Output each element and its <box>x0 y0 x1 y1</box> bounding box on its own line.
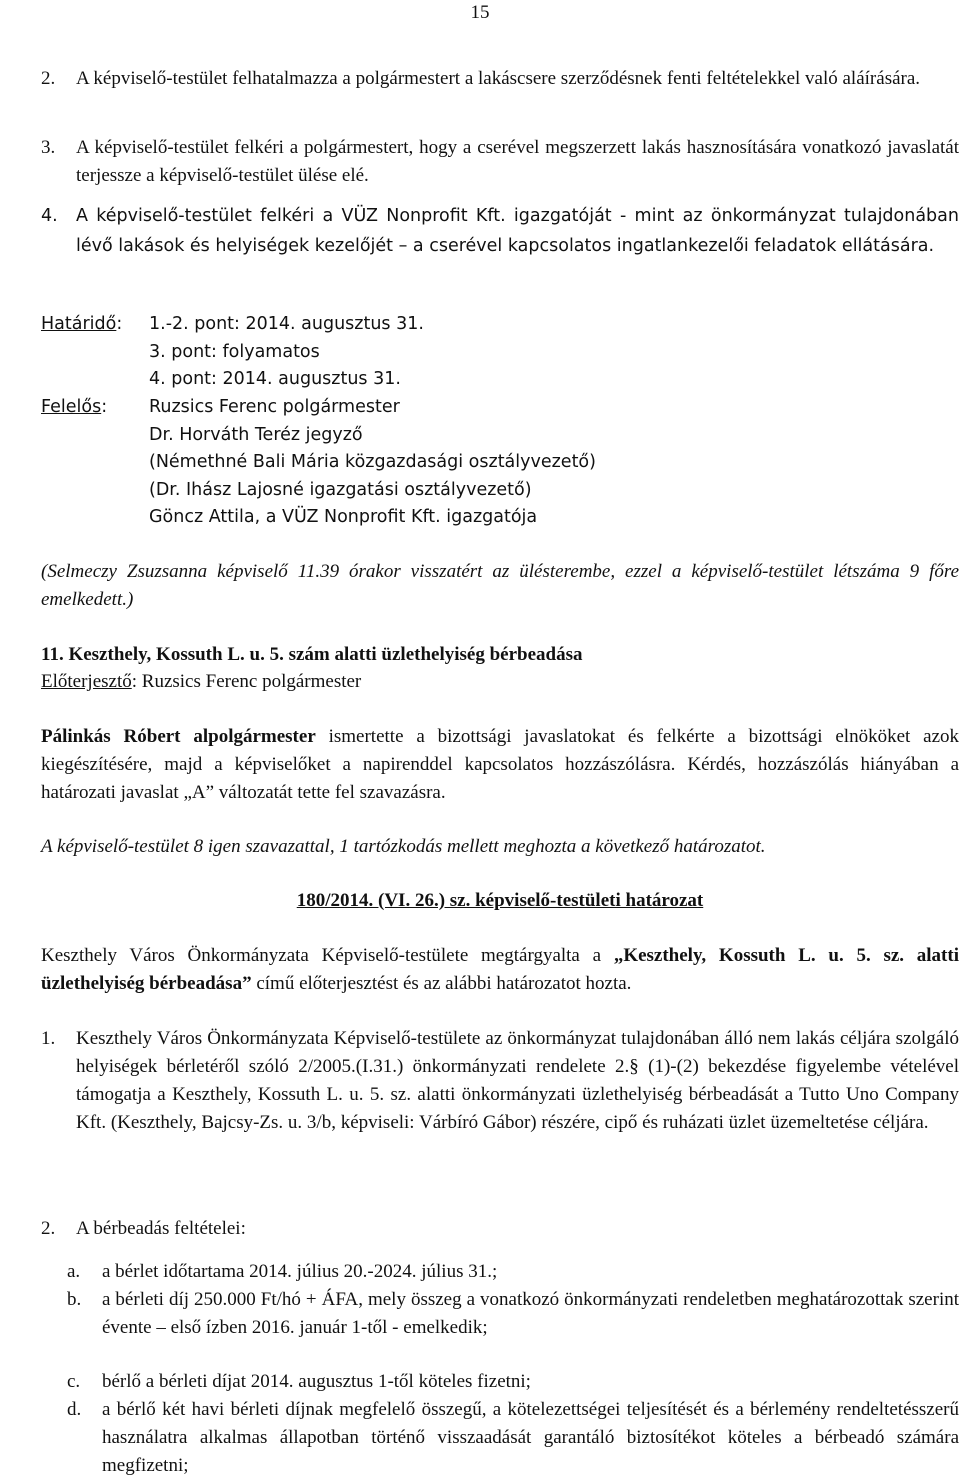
resolution-title: 180/2014. (VI. 26.) sz. képviselő-testületi határozat <box>296 890 704 911</box>
list-item-text: A képviselő-testület felkéri a polgármestert, hogy a cserével megszerzett lakás hasznosítására vonatkozó javaslatát terjessze a képviselő-testület ülése elé. <box>76 137 959 186</box>
list-item <box>41 1215 959 1243</box>
list-item-number: 1. <box>41 1028 56 1049</box>
agenda-title: 11. Keszthely, Kossuth L. u. 5. szám alatti üzlethelyiség bérbeadása <box>41 644 583 665</box>
list-item-text: A képviselő-testület felhatalmazza a polgármestert a lakáscsere szerződésnek fenti feltételekkel való aláírására. <box>76 68 921 89</box>
list-item-text: A képviselő-testület felkéri a VÜZ Nonprofit Kft. igazgatóját - mint az önkormányzat tulajdonában lévő lakások és helyiségek kezelőjét – a cserével kapcsolatos ingatlankezelői feladatok ellátására. <box>76 206 959 256</box>
list-item <box>41 65 959 93</box>
condition-text: bérlő a bérleti díjat 2014. augusztus 1-től köteles fizetni; <box>102 1371 531 1392</box>
condition-letter: d. <box>67 1399 82 1420</box>
list-item-number: 2. <box>41 1218 56 1239</box>
deadline-label: Határidő <box>41 314 117 334</box>
page-number: 15 <box>470 2 490 23</box>
responsible-label: Felelős <box>41 397 102 417</box>
condition-item <box>67 1396 959 1480</box>
responsible-block: Felelős: Ruzsics Ferenc polgármester Dr. Horváth Teréz jegyző (Némethné Bali Mária közgazdasági osztályvezető) (Dr. Ihász Lajosné igazgatási osztályvezető) Göncz Attila, a VÜZ Nonprofit Kft. igazgatója <box>41 394 959 532</box>
list-item <box>41 1025 959 1137</box>
condition-text: a bérlet időtartama 2014. július 20.-2024. július 31.; <box>102 1261 498 1282</box>
deadline-block: Határidő: 1.-2. pont: 2014. augusztus 31. 3. pont: folyamatos 4. pont: 2014. augusztus 31. <box>41 311 959 394</box>
list-item-text: Keszthely Város Önkormányzata Képviselő-testülete az önkormányzat tulajdonában álló nem lakás céljára szolgáló helyiségek bérletéről szóló 2/2005.(I.31.) önkormányzati rendelete 2.§ (1)-(2) bekezdése figyelembe vételével támogatja a Keszthely, Kossuth L. u. 5. sz. alatti önkormányzati üzlethelyiség bérbeadását a Tutto Uno Company Kft. (Keszthely, Bajcsy-Zs. u. 3/b, képviseli: Várbíró Gábor) részére, cipő és ruházati üzlet üzemeltetése céljára. <box>76 1028 959 1133</box>
condition-text: a bérlő két havi bérleti díjnak megfelelő összegű, a kötelezettségei teljesítését és a bérlemény rendeltetésszerű használatra alkalmas állapotban történő visszaadását garantáló biztosítékot köteles a bérbeadó számára megfizetni; <box>102 1399 959 1476</box>
deadline-values: 1.-2. pont: 2014. augusztus 31. 3. pont: folyamatos 4. pont: 2014. augusztus 31. <box>149 314 424 389</box>
condition-text: a bérleti díj 250.000 Ft/hó + ÁFA, mely összeg a vonatkozó önkormányzati rendeletben meghatározottak szerint évente – első ízben 2016. január 1-től - emelkedik; <box>102 1289 959 1338</box>
condition-item <box>67 1258 959 1286</box>
condition-item <box>67 1286 959 1342</box>
condition-letter: c. <box>67 1371 81 1392</box>
presenter-line: Előterjesztő: Ruzsics Ferenc polgármester <box>41 671 362 692</box>
list-item <box>41 134 959 190</box>
list-item-number: 4. <box>41 206 58 226</box>
presenter-label: Előterjesztő <box>41 671 132 692</box>
list-item-number: 2. <box>41 68 56 89</box>
attendance-note: (Selmeczy Zsuzsanna képviselő 11.39 órakor visszatért az ülésterembe, ezzel a képviselő-testület létszáma 9 főre emelkedett.) <box>41 561 959 610</box>
list-item <box>41 201 959 261</box>
condition-letter: b. <box>67 1289 82 1310</box>
discussion-paragraph: Pálinkás Róbert alpolgármester ismertette a bizottsági javaslatokat és felkérte a bizottsági elnököket azok kiegészítésére, majd a képviselőket a napirenddel kapcsolatos hozzászólásra. Kérdés, hozzászólás hiányában a határozati javaslat „A” változatát tette fel szavazásra. <box>41 726 959 803</box>
responsible-values: Ruzsics Ferenc polgármester Dr. Horváth Teréz jegyző (Némethné Bali Mária közgazdasági osztályvezető) (Dr. Ihász Lajosné igazgatási osztályvezető) Göncz Attila, a VÜZ Nonprofit Kft. igazgatója <box>149 397 596 527</box>
list-item-text: A bérbeadás feltételei: <box>76 1218 246 1239</box>
condition-letter: a. <box>67 1261 81 1282</box>
list-item-number: 3. <box>41 137 56 158</box>
vote-result: A képviselő-testület 8 igen szavazattal, 1 tartózkodás mellett meghozta a következő határozatot. <box>41 836 766 857</box>
resolution-intro: Keszthely Város Önkormányzata Képviselő-testülete megtárgyalta a „Keszthely, Kossuth L. u. 5. sz. alatti üzlethelyiség bérbeadása” című előterjesztést és az alábbi határozatot hozta. <box>41 945 959 994</box>
condition-item <box>67 1368 959 1396</box>
